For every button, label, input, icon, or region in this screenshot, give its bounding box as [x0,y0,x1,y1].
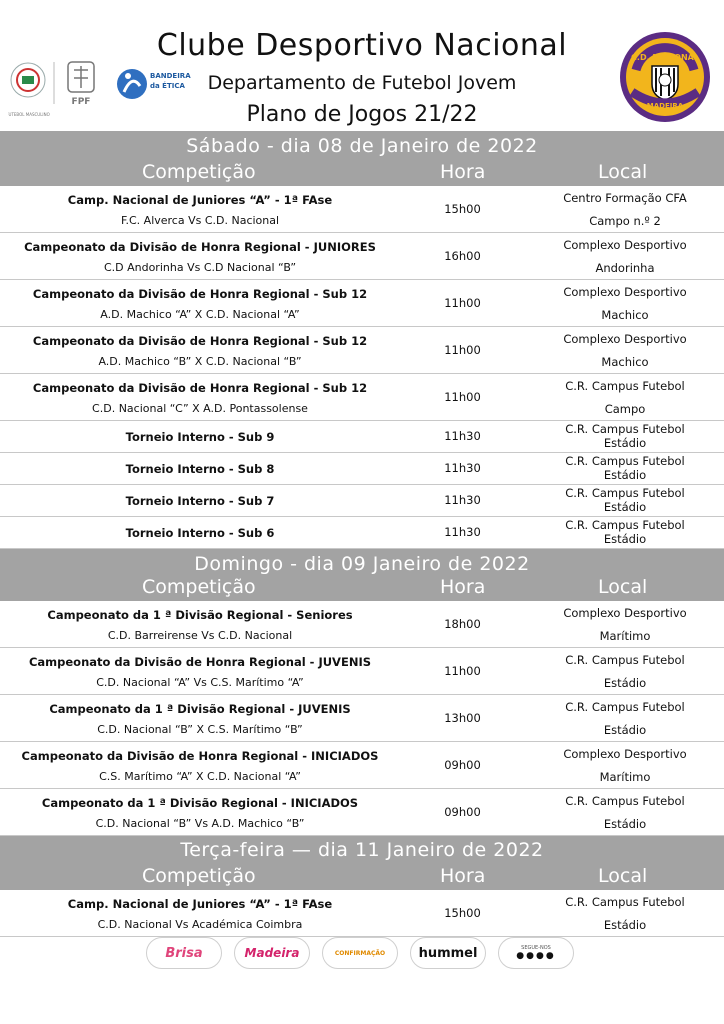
venue-line-1: C.R. Campus Futebol [565,422,685,436]
game-row [0,601,724,648]
venue-line-2: Campo [604,402,646,416]
column-header-competicao: Competição [142,161,256,183]
competition-name: Campeonato da 1 ª Divisão Regional - Seniores [47,608,353,622]
venue-line-2: Campo n.º 2 [589,214,661,228]
game-time: 11h00 [444,663,481,678]
svg-text:MADEIRA: MADEIRA [646,102,684,110]
competition-name: Torneio Interno - Sub 7 [125,494,275,508]
social-logo [498,937,574,969]
nacional-crest-logo [618,30,712,124]
competition-name: Torneio Interno - Sub 9 [125,430,275,444]
venue-line-2: Andorinha [595,261,655,275]
venue-line-1: C.R. Campus Futebol [565,486,685,500]
game-time: 11h30 [444,429,481,443]
venue-line-1: C.R. Campus Futebol [565,653,685,667]
game-row [0,742,724,789]
match-teams: F.C. Alverca Vs C.D. Nacional [120,214,280,227]
competition-name: Campeonato da Divisão de Honra Regional - JUNIORES [24,240,376,254]
competition-name: Campeonato da Divisão de Honra Regional - Sub 12 [32,381,368,395]
venue-line-2: Machico [601,308,649,322]
page-title: Clube Desportivo Nacional [156,28,568,63]
game-row [0,453,724,485]
match-teams: C.D. Nacional “C” X A.D. Pontassolense [92,402,308,415]
venue-line-1: C.R. Campus Futebol [565,379,685,393]
game-row [0,421,724,453]
svg-text:da ÉTICA: da ÉTICA [150,82,185,90]
day-title: Domingo - dia 09 Janeiro de 2022 [194,553,530,575]
fpf-caption: FUTEBOL MASCULINO [8,112,50,117]
game-time: 15h00 [444,201,481,216]
competition-name: Camp. Nacional de Juniores “A” - 1ª FAse [67,897,333,911]
venue-line-2: Estádio [603,436,647,450]
venue-line-2: Estádio [603,532,647,546]
game-time: 13h00 [444,710,481,725]
sponsors-bar [146,937,576,971]
venue-line-1: C.R. Campus Futebol [565,518,685,532]
game-row [0,890,724,937]
venue-line-2: Estádio [603,918,647,932]
game-time: 15h00 [444,905,481,920]
game-row [0,280,724,327]
venue-line-2: Marítimo [599,770,651,784]
game-row [0,789,724,836]
column-header-competicao: Competição [142,576,256,598]
column-header-hora: Hora [440,161,486,183]
game-time: 18h00 [444,616,481,631]
game-row [0,695,724,742]
competition-name: Campeonato da Divisão de Honra Regional - INICIADOS [21,749,379,763]
column-header-hora: Hora [440,576,486,598]
competition-name: Torneio Interno - Sub 8 [125,462,275,476]
column-header-local: Local [598,161,648,183]
game-row [0,517,724,549]
venue-line-1: Centro Formação CFA [563,191,687,205]
game-time: 11h00 [444,342,481,357]
page-header [0,0,724,130]
competition-name: Campeonato da Divisão de Honra Regional - Sub 12 [32,334,368,348]
game-row [0,327,724,374]
game-time: 09h00 [444,804,481,819]
venue-line-1: C.R. Campus Futebol [565,700,685,714]
madeira-logo [234,937,310,969]
sponsor-name: Madeira [244,946,300,960]
match-teams: C.D. Nacional “A” Vs C.S. Marítimo “A” [96,676,304,689]
sponsor-name: Brisa [165,945,203,961]
sponsor-name: SEGUE-NOS [521,945,551,951]
venue-line-1: Complexo Desportivo [563,606,687,620]
brisa-logo [146,937,222,969]
game-time: 11h30 [444,525,481,539]
day-title: Sábado - dia 08 de Janeiro de 2022 [186,135,538,157]
svg-text:BANDEIRA: BANDEIRA [150,72,191,80]
game-row [0,648,724,695]
match-teams: C.D. Barreirense Vs C.D. Nacional [107,629,293,642]
venue-line-2: Marítimo [599,629,651,643]
venue-line-1: Complexo Desportivo [563,285,687,299]
venue-line-1: C.R. Campus Futebol [565,895,685,909]
column-header-local: Local [598,865,648,887]
match-teams: C.D. Nacional “B” X C.S. Marítimo “B” [97,723,303,736]
game-time: 16h00 [444,248,481,263]
match-teams: C.D Andorinha Vs C.D Nacional “B” [103,261,297,274]
day-section-header [0,836,724,890]
match-teams: C.D. Nacional Vs Académica Coimbra [97,918,303,931]
column-header-local: Local [598,576,648,598]
venue-line-2: Machico [601,355,649,369]
match-teams: A.D. Machico “B” X C.D. Nacional “B” [98,355,302,368]
venue-line-2: Estádio [603,500,647,514]
fpf-text: FPF [71,97,91,107]
game-time: 09h00 [444,757,481,772]
plan-title: Plano de Jogos 21/22 [246,102,478,127]
day-title: Terça-feira — dia 11 Janeiro de 2022 [180,839,544,861]
sponsor-name: hummel [418,945,478,961]
hummel-logo [410,937,486,969]
match-teams: A.D. Machico “A” X C.D. Nacional “A” [100,308,300,321]
department-subtitle: Departamento de Futebol Jovem [207,72,517,94]
match-teams: C.D. Nacional “B” Vs A.D. Machico “B” [95,817,305,830]
venue-line-1: C.R. Campus Futebol [565,454,685,468]
match-teams: C.S. Marítimo “A” X C.D. Nacional “A” [99,770,301,783]
competition-name: Campeonato da 1 ª Divisão Regional - INICIADOS [41,796,359,810]
venue-line-1: C.R. Campus Futebol [565,794,685,808]
column-header-hora: Hora [440,865,486,887]
column-header-competicao: Competição [142,865,256,887]
game-time: 11h30 [444,493,481,507]
game-row [0,485,724,517]
game-row [0,233,724,280]
competition-name: Campeonato da Divisão de Honra Regional - Sub 12 [32,287,368,301]
venue-line-2: Estádio [603,468,647,482]
sponsor-name: CONFIRMAÇÃO [334,949,386,957]
social-icons: ●●●● [516,951,556,961]
svg-text:C.D. NACIONAL: C.D. NACIONAL [631,53,699,62]
game-time: 11h00 [444,295,481,310]
game-time: 11h00 [444,389,481,404]
competition-name: Torneio Interno - Sub 6 [125,526,275,540]
day-section-header [0,549,724,601]
venue-line-2: Estádio [603,676,647,690]
game-row [0,374,724,421]
venue-line-2: Estádio [603,723,647,737]
venue-line-2: Estádio [603,817,647,831]
confirmacao-logo [322,937,398,969]
competition-name: Campeonato da Divisão de Honra Regional - JUVENIS [28,655,372,669]
venue-line-1: Complexo Desportivo [563,747,687,761]
venue-line-1: Complexo Desportivo [563,332,687,346]
day-section-header [0,131,724,186]
game-time: 11h30 [444,461,481,475]
venue-line-1: Complexo Desportivo [563,238,687,252]
competition-name: Campeonato da 1 ª Divisão Regional - JUVENIS [49,702,351,716]
competition-name: Camp. Nacional de Juniores “A” - 1ª FAse [67,193,333,207]
game-row [0,186,724,233]
